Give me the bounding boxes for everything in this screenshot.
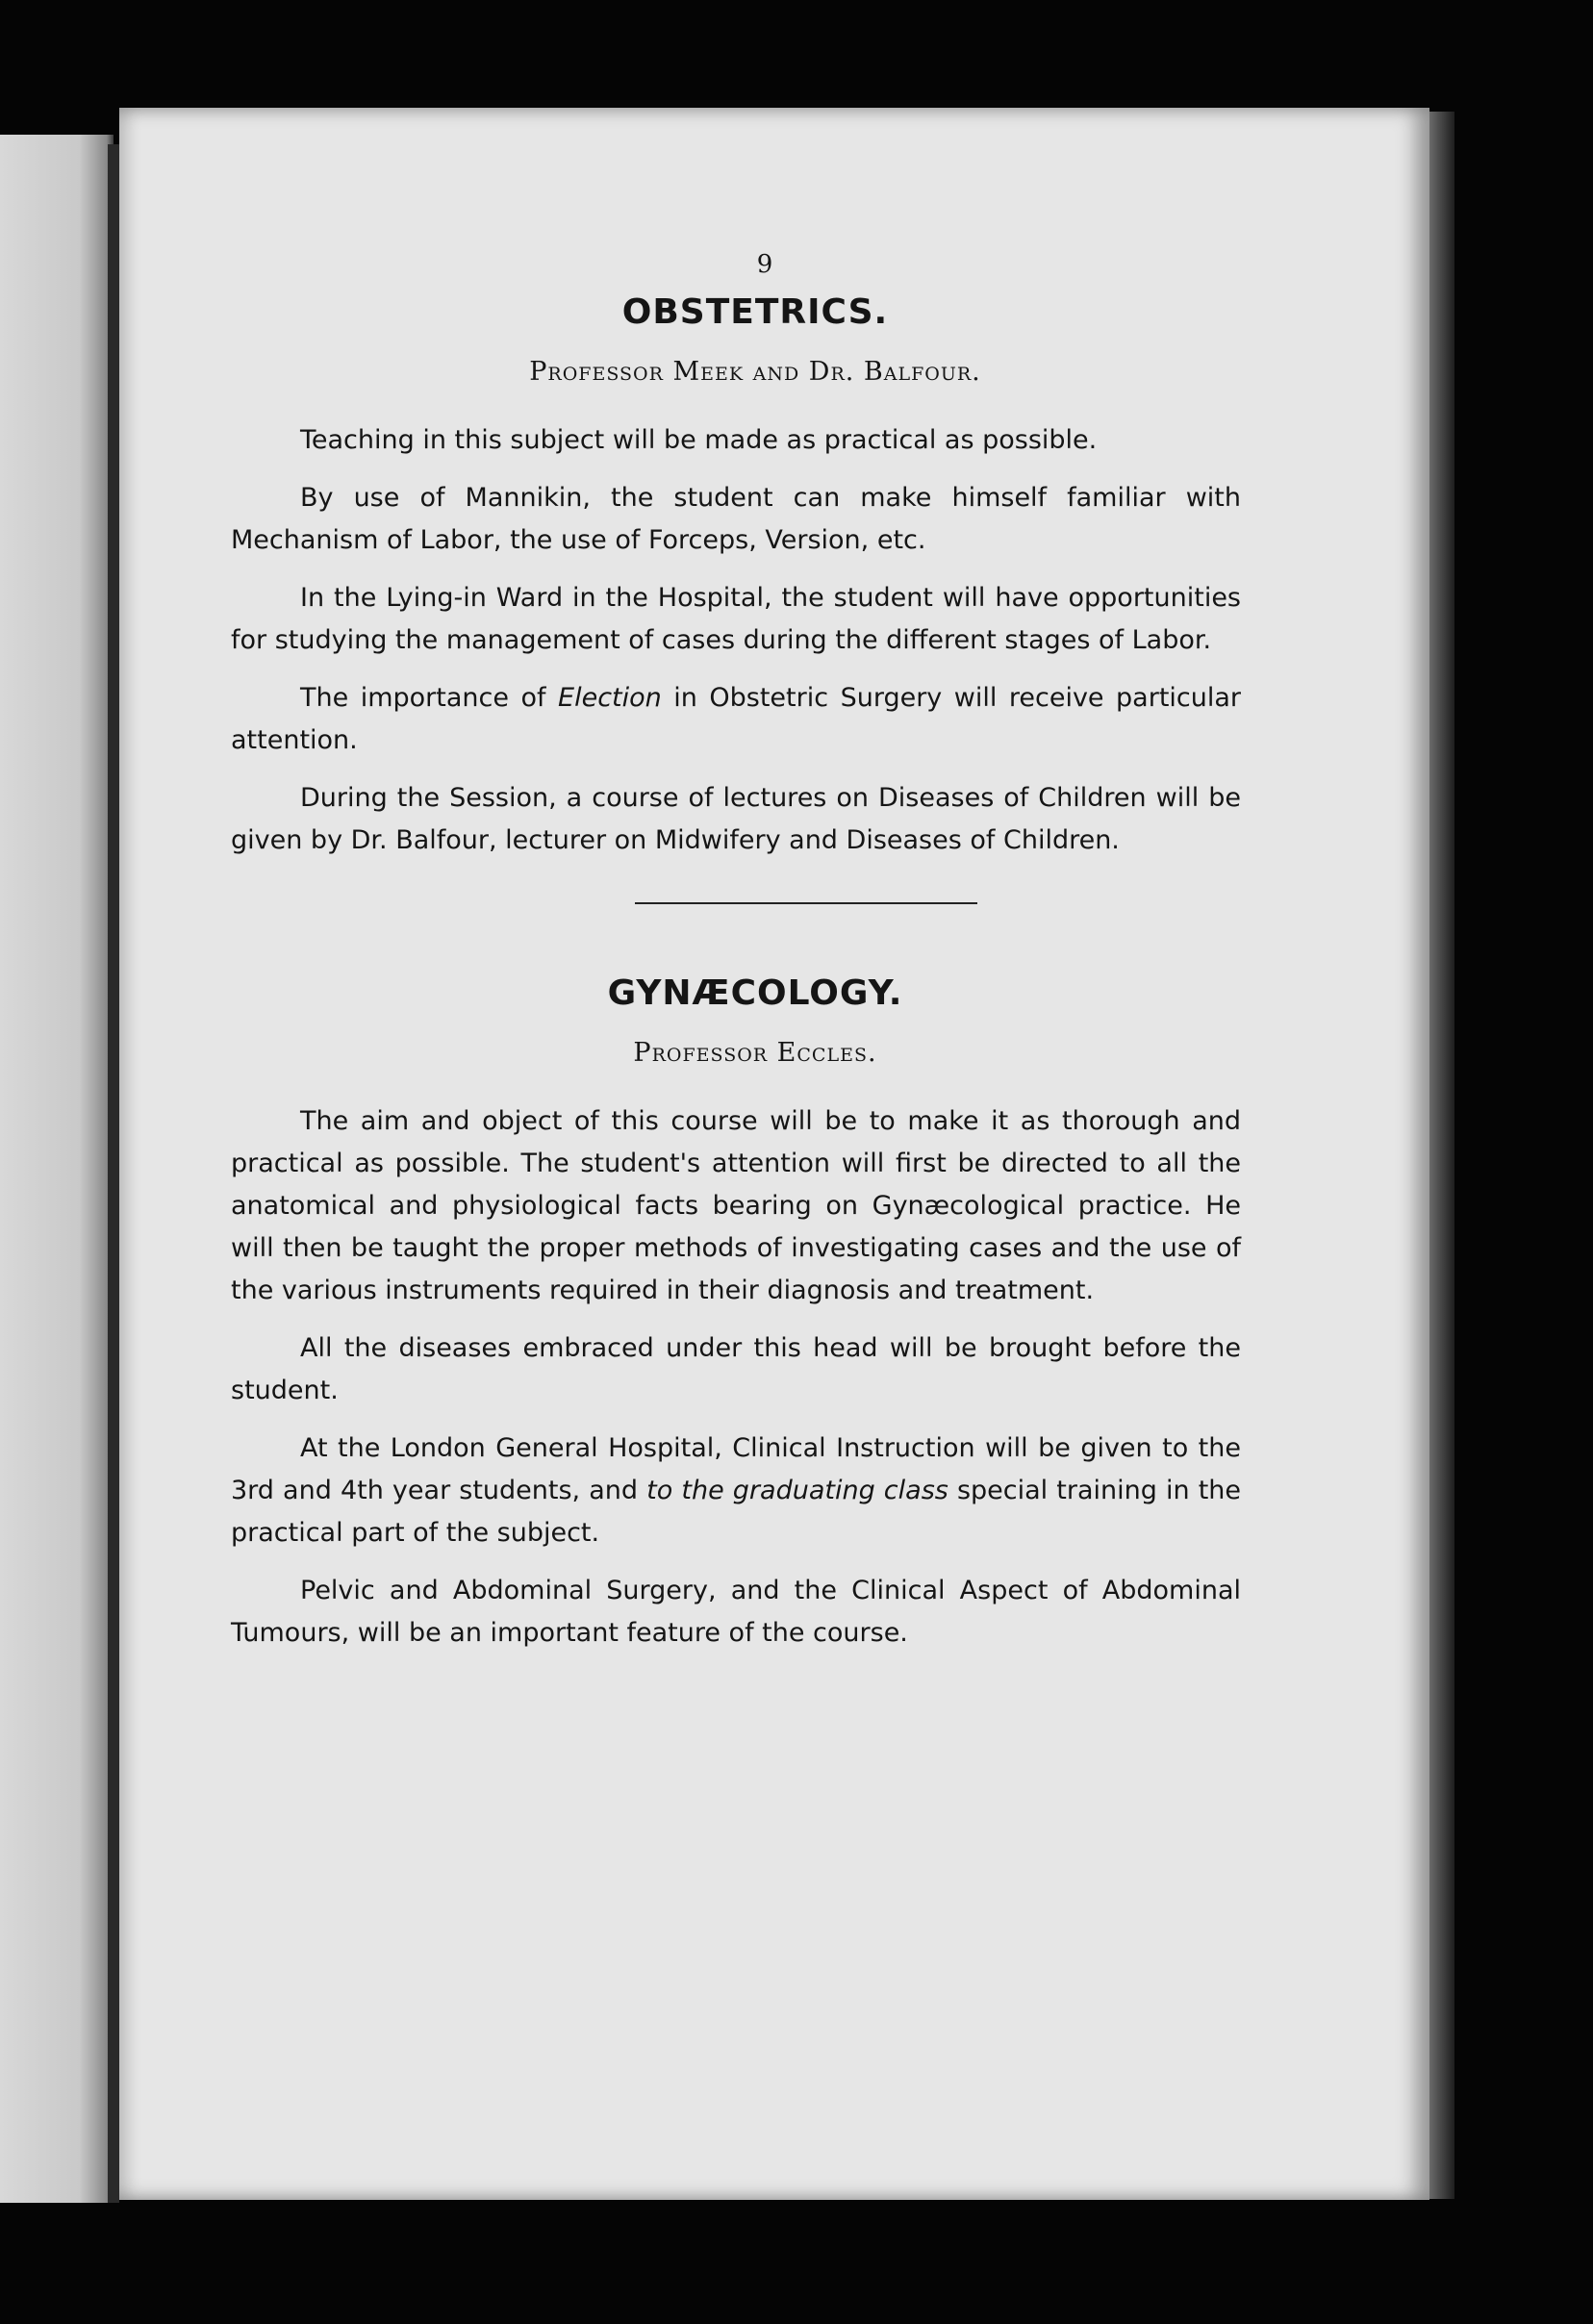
paragraph-text: special training in the practical part of the subject. <box>231 1476 1242 1548</box>
italic-term: to the graduating class <box>646 1476 948 1505</box>
section-byline: Professor Meek and Dr. Balfour. <box>529 357 981 387</box>
paragraph: All the diseases embraced under this head will be brought before the student. <box>231 1333 1241 1405</box>
paragraph: Teaching in this subject will be made as practical as possible. <box>300 425 1098 455</box>
paragraph: Pelvic and Abdominal Surgery, and the Clinical Aspect of Abdominal Tumours, will be an important feature of the course. <box>231 1576 1241 1648</box>
paragraph-text: The importance of <box>300 683 559 713</box>
paragraph-text: At the London General Hospital, Clinical Instruction will be given to the 3rd and 4th year students, and <box>231 1433 1241 1505</box>
gynaecology-section <box>231 973 1241 1655</box>
paragraph-text: in Obstetric Surgery will receive particular attention. <box>231 683 1242 755</box>
paragraph: By use of Mannikin, the student can make himself familiar with Mechanism of Labor, the use of Forceps, Version, etc. <box>231 483 1241 555</box>
paragraph <box>231 1427 1241 1554</box>
paragraph: During the Session, a course of lectures on Diseases of Children will be given by Dr. Balfour, lecturer on Midwifery and Diseases of Children. <box>231 783 1241 855</box>
page-content <box>231 250 1241 1670</box>
section-divider <box>635 902 977 904</box>
section-byline: Professor Eccles. <box>633 1038 877 1068</box>
paragraph: In the Lying-in Ward in the Hospital, the student will have opportunities for studying the management of cases during the different stages of Labor. <box>231 583 1241 655</box>
section-heading: OBSTETRICS. <box>621 292 889 332</box>
page-edge-shadow <box>1429 112 1454 2199</box>
paragraph: The aim and object of this course will be to make it as thorough and practical as possible. The student's attention will first be directed to all the anatomical and physiological facts bearing on Gynæcological practice. He will then be taught the proper methods of investigating cases and the use of the various instruments required in their diagnosis and treatment. <box>231 1106 1241 1305</box>
section-heading: GYNÆCOLOGY. <box>607 973 903 1013</box>
page-number: 9 <box>756 250 773 279</box>
book-spine <box>108 144 119 2203</box>
obstetrics-section <box>231 292 1241 862</box>
paragraph <box>231 677 1241 762</box>
facing-page-edge <box>0 135 114 2203</box>
italic-term: Election <box>558 683 662 713</box>
